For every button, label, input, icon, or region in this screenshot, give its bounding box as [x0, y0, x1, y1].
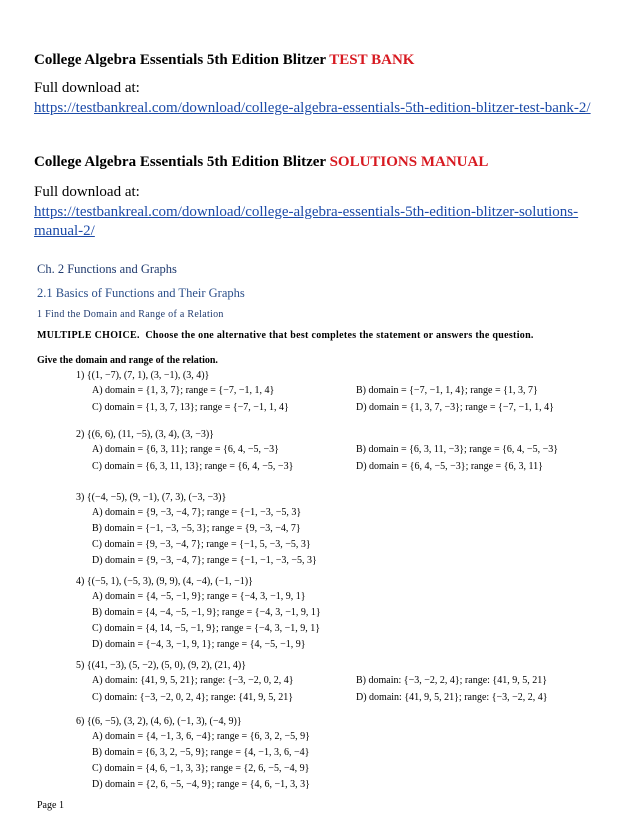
question-stem: 5) {(41, −3), (5, −2), (5, 0), (9, 2), (21, 4)}: [76, 660, 247, 671]
option-c: C) domain = {1, 3, 7, 13}; range = {−7, −1, 1, 4}: [92, 402, 289, 413]
question-stem: 4) {(−5, 1), (−5, 3), (9, 9), (4, −4), (−1, −1)}: [76, 576, 253, 587]
question-stem: 1) {(1, −7), (7, 1), (3, −1), (3, 4)}: [76, 370, 210, 381]
option-b: B) domain = {6, 3, 2, −5, 9}; range = {4, −1, 3, 6, −4}: [92, 747, 310, 758]
option-c: C) domain = {6, 3, 11, 13}; range = {6, 4, −5, −3}: [92, 461, 294, 472]
multiple-choice-text: Choose the one alternative that best completes the statement or answers the question.: [145, 330, 534, 341]
option-d: D) domain = {−4, 3, −1, 9, 1}; range = {4, −5, −1, 9}: [92, 639, 306, 650]
option-a: A) domain: {41, 9, 5, 21}; range: {−3, −2, 0, 2, 4}: [92, 675, 294, 686]
option-d: D) domain: {41, 9, 5, 21}; range: {−3, −2, 2, 4}: [356, 692, 548, 703]
option-b: B) domain = {−7, −1, 1, 4}; range = {1, 3, 7}: [356, 385, 538, 396]
question-stem: 2) {(6, 6), (11, −5), (3, 4), (3, −3)}: [76, 429, 214, 440]
option-d: D) domain = {2, 6, −5, −4, 9}; range = {4, 6, −1, 3, 3}: [92, 779, 310, 790]
option-b: B) domain: {−3, −2, 2, 4}; range: {41, 9, 5, 21}: [356, 675, 548, 686]
test-bank-download-link[interactable]: https://testbankreal.com/download/college-algebra-essentials-5th-edition-blitzer-test-bank-2/: [34, 100, 591, 116]
multiple-choice-instructions: [37, 330, 534, 341]
chapter-heading: Ch. 2 Functions and Graphs: [37, 262, 177, 276]
option-d: D) domain = {6, 4, −5, −3}; range = {6, 3, 11}: [356, 461, 543, 472]
option-c: C) domain = {4, 14, −5, −1, 9}; range = {−4, 3, −1, 9, 1}: [92, 623, 321, 634]
test-bank-tag: TEST BANK: [329, 52, 415, 68]
solutions-manual-book-title: College Algebra Essentials 5th Edition Blitzer: [34, 154, 326, 170]
page-number: Page 1: [37, 800, 64, 811]
option-b: B) domain = {4, −4, −5, −1, 9}; range = {−4, 3, −1, 9, 1}: [92, 607, 321, 618]
test-bank-title: [34, 52, 414, 69]
option-d: D) domain = {9, −3, −4, 7}; range = {−1, −1, −3, −5, 3}: [92, 555, 317, 566]
solutions-manual-download-label: Full download at:: [34, 184, 140, 200]
option-a: A) domain = {6, 3, 11}; range = {6, 4, −5, −3}: [92, 444, 279, 455]
option-c: C) domain = {4, 6, −1, 3, 3}; range = {2, 6, −5, −4, 9}: [92, 763, 310, 774]
option-a: A) domain = {4, −5, −1, 9}; range = {−4, 3, −1, 9, 1}: [92, 591, 306, 602]
solutions-manual-download-link[interactable]: https://testbankreal.com/download/college-algebra-essentials-5th-edition-blitzer-solutions-manual-2/: [34, 204, 579, 239]
question-stem: 6) {(6, −5), (3, 2), (4, 6), (−1, 3), (−4, 9)}: [76, 716, 242, 727]
objective-heading: 1 Find the Domain and Range of a Relation: [37, 309, 224, 320]
option-c: C) domain: {−3, −2, 0, 2, 4}; range: {41, 9, 5, 21}: [92, 692, 294, 703]
multiple-choice-label: MULTIPLE CHOICE.: [37, 330, 140, 341]
test-bank-book-title: College Algebra Essentials 5th Edition Blitzer: [34, 52, 326, 68]
solutions-manual-title: [34, 154, 488, 171]
section-heading: 2.1 Basics of Functions and Their Graphs: [37, 286, 245, 300]
test-bank-download-label: Full download at:: [34, 80, 140, 96]
option-a: A) domain = {9, −3, −4, 7}; range = {−1, −3, −5, 3}: [92, 507, 302, 518]
option-a: A) domain = {4, −1, 3, 6, −4}; range = {6, 3, 2, −5, 9}: [92, 731, 310, 742]
option-d: D) domain = {1, 3, 7, −3}; range = {−7, −1, 1, 4}: [356, 402, 554, 413]
option-a: A) domain = {1, 3, 7}; range = {−7, −1, 1, 4}: [92, 385, 275, 396]
question-stem: 3) {(−4, −5), (9, −1), (7, 3), (−3, −3)}: [76, 492, 227, 503]
option-c: C) domain = {9, −3, −4, 7}; range = {−1, 5, −3, −5, 3}: [92, 539, 311, 550]
solutions-manual-tag: SOLUTIONS MANUAL: [329, 154, 489, 170]
option-b: B) domain = {6, 3, 11, −3}; range = {6, 4, −5, −3}: [356, 444, 559, 455]
question-instruction: Give the domain and range of the relation.: [37, 355, 218, 366]
option-b: B) domain = {−1, −3, −5, 3}; range = {9, −3, −4, 7}: [92, 523, 301, 534]
